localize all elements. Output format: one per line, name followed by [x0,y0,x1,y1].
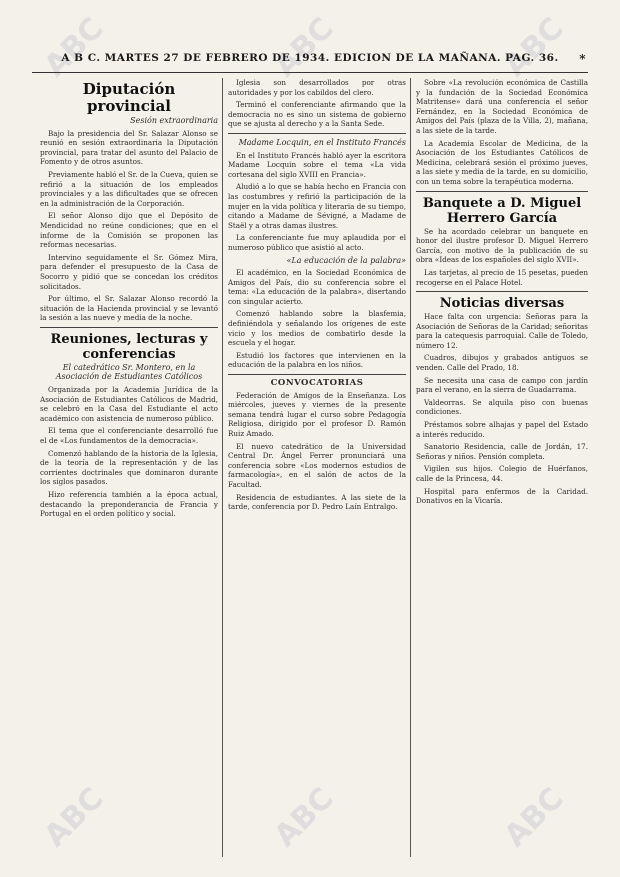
article-paragraph: Bajo la presidencia del Sr. Salazar Alonso se reunió en sesión extraordinaria la Diputación provincial, para tratar del asunto del Palacio de Fomento y de otros asuntos. [40,128,218,167]
article-paragraph: Aludió a lo que se había hecho en Francia con las costumbres y refirió la participación de la mujer en la vida política y literaria de su tiempo, citando a Madame de Sévigné, a Madame de Staël y a otras damas ilustres. [228,182,406,230]
watermark-top-left: ABC [37,11,111,84]
column-3 [416,78,588,859]
article-paragraph: La conferenciante fue muy aplaudida por el numeroso público que asistió al acto. [228,233,406,252]
section-rule [40,327,218,328]
article-paragraph: Estudió los factores que intervienen en la educación de la palabra en los niños. [228,350,406,370]
section-rule [228,374,406,375]
page-header [30,52,590,70]
section-rule [416,191,588,192]
article-paragraph: Terminó el conferenciante afirmando que la democracia no es sino un sistema de gobierno que se ajusta al derecho y a la Santa Sede. [228,100,406,129]
article-paragraph: La Academia Escolar de Medicina, de la Asociación de los Estudiantes Católicos de Medicina, celebrará sesión el próximo jueves, a las siete y media de la tarde, en su domicilio, con un tema sobre la terapéutica moderna. [416,138,588,186]
article-paragraph: Comenzó hablando de la historia de la Iglesia, de la teoría de la representación y de las corrientes doctrinales que dominaron durante los siglos pasados. [40,448,218,487]
section-rule [228,133,406,134]
section-subhead-palabra: «La educación de la palabra» [286,255,406,265]
watermark-bottom-center: ABC [267,781,341,854]
article-paragraph: Sanatorio Residencia, calle de Jordán, 17. Señoras y niños. Pensión completa. [416,442,588,461]
section-title-locquin: Madame Locquin, en el Instituto Francés [238,137,406,147]
article-paragraph: Hace falta con urgencia: Señoras para la Asociación de Señoras de la Caridad; señoritas para la catequesis parroquial. Calle de Toledo, número 12. [416,312,588,350]
article-paragraph: Se ha acordado celebrar un banquete en honor del ilustre profesor D. Miguel Herrero García, con motivo de la publicación de su obra «Ideas de los españoles del siglo XVII». [416,226,588,265]
section-subhead-montero: El catedrático Sr. Montero, en la Asociación de Estudiantes Católicos [55,362,203,382]
article-paragraph: Sobre «La revolución económica de Castilla y la fundación de la Sociedad Económica Matritense» dará una conferencia el señor Fernández, en la Sociedad Económica de Amigos del País (plaza de la Villa, 2), mañana, a las siete de la tarde. [416,78,588,135]
section-title-noticias: Noticias diversas [439,296,565,312]
header-rule [32,72,588,73]
article-paragraph: Previamente habló el Sr. de la Cueva, quien se refirió a la situación de los empleados provinciales y a las dificultades que se ofrecen en la administración de la Corporación. [40,169,218,208]
section-title-convocatorias: CONVOCATORIAS [270,378,364,389]
article-paragraph: En el Instituto Francés habló ayer la escritora Madame Locquin sobre el tema «La vida cortesana del siglo XVIII en Francia». [228,150,406,179]
article-paragraph: Por último, el Sr. Salazar Alonso recordó la situación de la Hacienda provincial y se levantó la sesión a las nueve y media de la noche. [40,294,218,323]
article-paragraph: Hospital para enfermos de la Caridad. Donativos en la Vicaría. [416,486,588,506]
star-mark: * [579,52,586,66]
article-paragraph: Se necesita una casa de campo con jardín para el verano, en la sierra de Guadarrama. [416,375,588,395]
header-text: A B C. MARTES 27 DE FEBRERO DE 1934. EDICION DE LA MAÑANA. PAG. 36. [61,52,559,64]
watermark-top-center: ABC [267,11,341,84]
column-1 [37,78,218,859]
section-subhead-sesion: Sesión extraordinaria [130,116,218,125]
watermark-bottom-right: ABC [497,781,571,854]
article-paragraph: Cuadros, dibujos y grabados antiguos se venden. Calle del Prado, 18. [416,353,588,373]
article-paragraph: El académico, en la Sociedad Económica de Amigos del País, dio su conferencia sobre el tema: «La educación de la palabra», disertando con singular acierto. [228,268,406,306]
article-paragraph: Intervino seguidamente el Sr. Gómez Mira, para defender el presupuesto de la Casa de Socorro y pidió que se concedan los créditos solicitados. [40,252,218,291]
article-paragraph: Federación de Amigos de la Enseñanza. Los miércoles, jueves y viernes de la presente semana tendrá lugar el curso sobre Pedagogía Religiosa, dirigido por el profesor D. Ramón Ruiz Amado. [228,390,406,438]
column-divider-1 [222,78,223,857]
watermark-bottom-left: ABC [37,781,111,854]
article-paragraph: Residencia de estudiantes. A las siete de la tarde, conferencia por D. Pedro Laín Entralgo. [228,492,406,512]
article-paragraph: Hizo referencia también a la época actual, destacando la preponderancia de Francia y Portugal en el orden político y social. [40,490,218,519]
article-paragraph: Vigilen sus hijos. Colegio de Huérfanos, calle de la Princesa, 44. [416,464,588,483]
article-paragraph: Las tarjetas, al precio de 15 pesetas, pueden recogerse en el Palace Hotel. [416,267,588,287]
section-title-banquete: Banquete a D. Miguel Herrero García [422,195,582,226]
section-title-reuniones: Reuniones, lecturas y conferencias [50,331,208,362]
section-title-diputacion: Diputación provincial [82,80,176,115]
article-paragraph: Préstamos sobre alhajas y papel del Estado a interés reducido. [416,420,588,439]
article-paragraph: Organizada por la Academia Jurídica de la Asociación de Estudiantes Católicos de Madrid, se celebró en la Casa del Estudiante el acto académico con asistencia de numeroso público. [40,385,218,423]
article-paragraph: El señor Alonso dijo que el Depósito de Mendicidad no reúne condiciones; que en el informe de la Comisión se proponen las reformas necesarias. [40,211,218,250]
article-paragraph: Comenzó hablando sobre la blasfemia, definiéndola y señalando los orígenes de este vicio y los medios de combatirlo desde la escuela y el hogar. [228,309,406,348]
article-paragraph: El nuevo catedrático de la Universidad Central Dr. Ángel Ferrer pronunciará una conferencia sobre «Los modernos estudios de farmacología», en el salón de actos de la Facultad. [228,441,406,489]
watermark-top-right: ABC [497,11,571,84]
column-2 [228,78,406,859]
article-paragraph: El tema que el conferenciante desarrolló fue el de «Los fundamentos de la democracia». [40,426,218,446]
article-paragraph: Iglesia son desarrollados por otras autoridades y por los cabildos del clero. [228,78,406,97]
article-paragraph: Valdeorras. Se alquila piso con buenas condiciones. [416,397,588,417]
column-divider-2 [410,78,411,857]
section-rule [416,291,588,292]
